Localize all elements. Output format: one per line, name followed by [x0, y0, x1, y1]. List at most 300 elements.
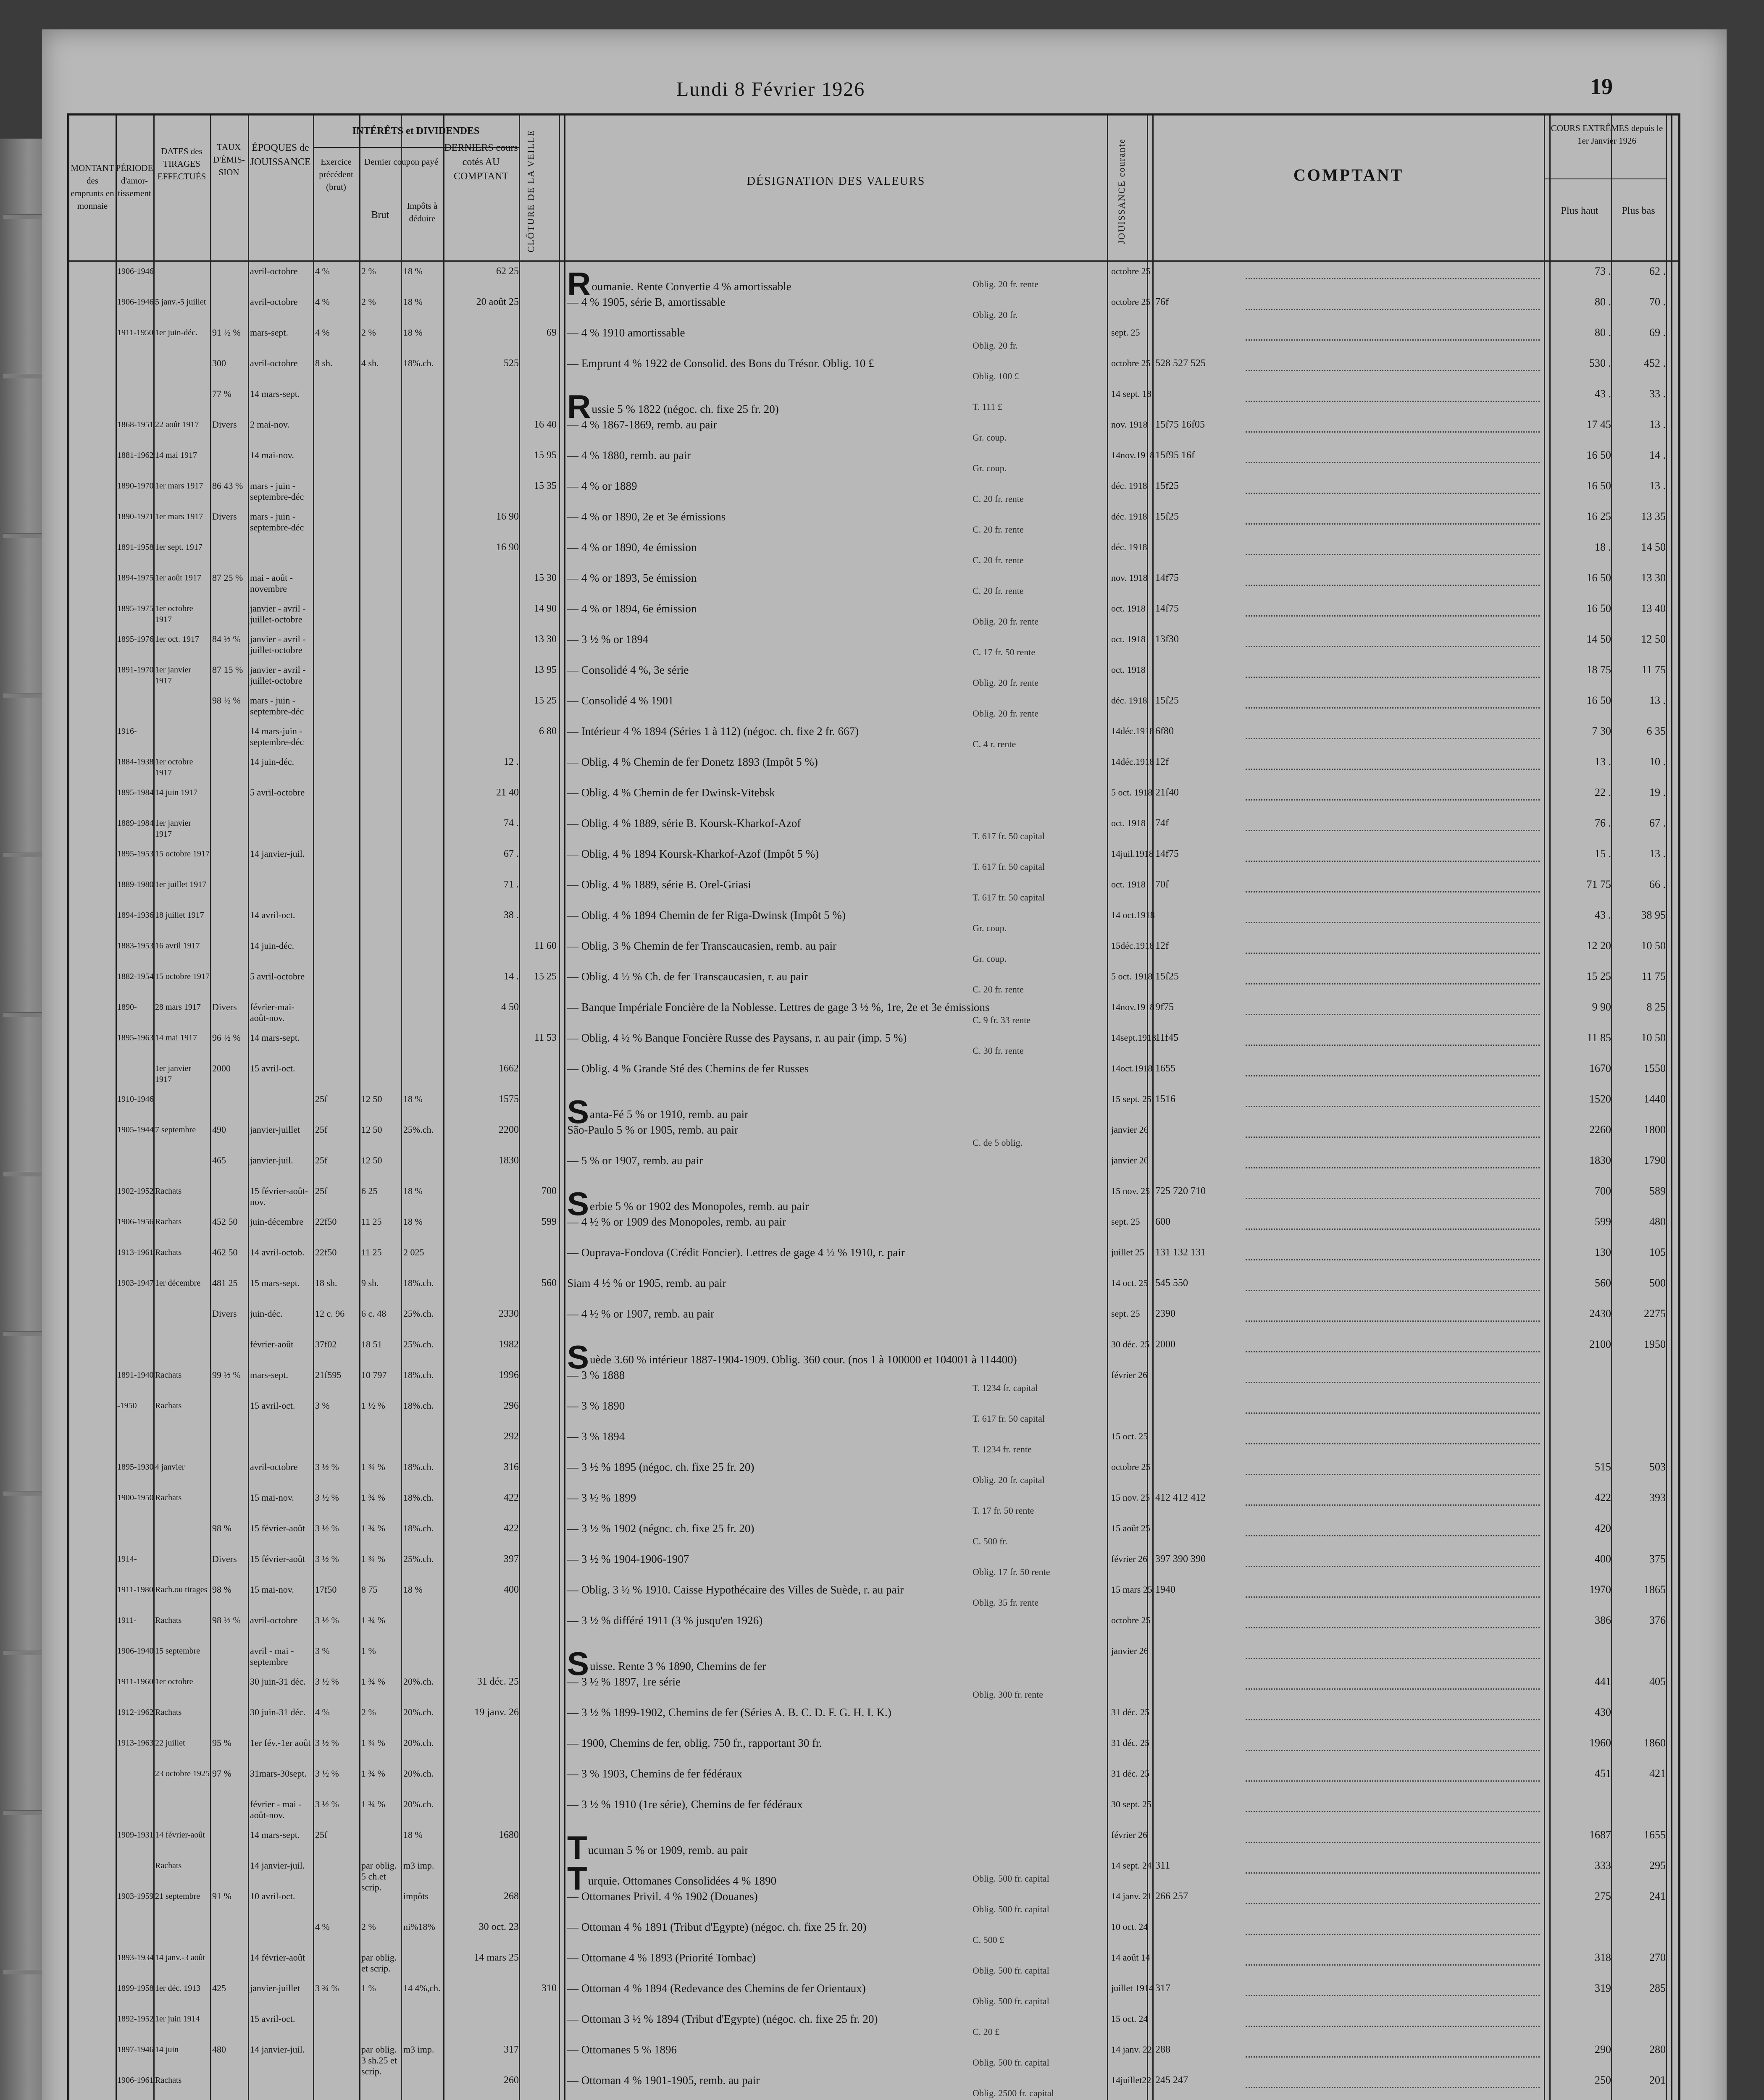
cell-periode: 1889-1980: [117, 880, 154, 889]
cell-plus-haut: 16 50: [1586, 572, 1611, 584]
cell-exercice: 3 ½ %: [315, 1615, 339, 1625]
security-row: [69, 784, 1678, 814]
cell-jouissance: 5 oct. 1918: [1111, 971, 1153, 982]
security-designation: [567, 1001, 1105, 1014]
cell-plus-bas: 33 .: [1649, 388, 1666, 400]
cell-tirages: 14 février-août: [155, 1830, 205, 1840]
cell-cloture: 13 30: [534, 634, 557, 645]
designation-text: — 4 % or 1894, 6e émission: [567, 602, 697, 615]
security-designation: [567, 602, 1105, 615]
security-row: [69, 845, 1678, 876]
comptant-leader: [1246, 922, 1540, 924]
security-row: [69, 1152, 1678, 1182]
designation-text: — 4 % 1905, série B, amortissable: [567, 296, 726, 308]
col-exercice: Exercice précédent (brut): [319, 157, 353, 192]
designation-text: — 3 ½ % 1895 (négoc. ch. fixe 25 fr. 20): [567, 1461, 754, 1473]
security-title-type: Oblig. 35 fr. rente: [973, 1597, 1039, 1608]
cell-tirages: 1er décembre: [155, 1278, 201, 1288]
cell-taux: 490: [212, 1124, 226, 1135]
cell-brut: 12 50: [361, 1094, 382, 1104]
cell-plus-bas: 10 50: [1641, 1032, 1666, 1044]
cell-comptant: 15f25: [1155, 511, 1179, 522]
security-designation: [567, 1399, 1105, 1412]
cell-periode: 1906-1946: [117, 297, 154, 307]
cell-epoque: 15 février-août: [250, 1523, 305, 1533]
cell-epoque: 10 avril-oct.: [250, 1891, 295, 1901]
cell-jouissance: 31 déc. 25: [1111, 1738, 1150, 1748]
cell-epoque: mai - août - novembre: [250, 572, 293, 594]
designation-text: — 1900, Chemins de fer, oblig. 750 fr., rapportant 30 fr.: [567, 1737, 822, 1749]
designation-text: — 3 % 1894: [567, 1430, 625, 1443]
security-designation: [567, 1307, 1105, 1320]
cell-periode: 1894-1936: [117, 911, 154, 920]
comptant-leader: [1246, 1198, 1540, 1200]
security-title-type: T. 17 fr. 50 rente: [973, 1505, 1034, 1516]
security-designation: [567, 817, 1105, 830]
security-designation: [567, 510, 1105, 523]
cell-periode: 1890-1971: [117, 512, 154, 521]
cell-impots: 18%.ch.: [403, 1278, 434, 1288]
cell-cloture: 560: [542, 1278, 557, 1289]
security-designation: [567, 1767, 1105, 1780]
cell-tirages: 1er déc. 1913: [155, 1984, 201, 1993]
security-row: [69, 1612, 1678, 1642]
security-row: [69, 1550, 1678, 1581]
security-designation: [567, 357, 1105, 370]
security-title-type: Gr. coup.: [973, 463, 1007, 473]
cell-epoque: 15 février-août-nov.: [250, 1186, 308, 1207]
security-title-type: Oblig. 20 fr. rente: [973, 279, 1039, 289]
cell-periode: 1906-1946: [117, 267, 154, 276]
cell-comptant: 15f25: [1155, 971, 1179, 982]
cell-comptant: 131 132 131: [1155, 1247, 1206, 1258]
cell-derniers: 422: [504, 1523, 519, 1534]
cell-periode: 1906-1961: [117, 2076, 154, 2085]
col-jouissance: JOUISSANCE courante: [1116, 138, 1127, 244]
cell-periode: 1890-: [117, 1003, 137, 1012]
cell-impots: 20%.ch.: [403, 1707, 434, 1717]
designation-text: São-Paulo 5 % or 1905, remb. au pair: [567, 1124, 739, 1136]
comptant-leader: [1246, 1566, 1540, 1568]
security-title-type: Oblig. 100 £: [973, 371, 1019, 381]
cell-plus-haut: 71 75: [1586, 878, 1611, 890]
cell-jouissance: déc. 1918: [1111, 695, 1147, 706]
drop-initial: R: [567, 388, 591, 425]
comptant-leader: [1246, 1964, 1540, 1966]
cell-jouissance: 30 sept. 25: [1111, 1799, 1151, 1809]
cell-plus-haut: 11 85: [1587, 1032, 1611, 1044]
cell-tirages: 14 mai 1917: [155, 451, 197, 460]
security-row: [69, 1274, 1678, 1305]
col-derniers-cours: DERNIERS cours cotés AU COMPTANT: [444, 142, 518, 182]
security-title-type: Oblig. 20 fr. capital: [973, 1475, 1045, 1485]
cell-taux: 2000: [212, 1063, 231, 1074]
cell-tirages: 15 octobre 1917: [155, 849, 210, 858]
cell-comptant: 266 257: [1155, 1891, 1188, 1902]
cell-cloture: 310: [542, 1983, 557, 1994]
security-designation: [567, 694, 1105, 707]
cell-epoque: 31mars-30sept.: [250, 1768, 307, 1779]
cell-jouissance: octobre 25: [1111, 358, 1151, 368]
comptant-leader: [1246, 339, 1540, 341]
cell-jouissance: 14 août 14: [1111, 1952, 1150, 1963]
cell-plus-haut: 16 50: [1586, 480, 1611, 492]
cell-tirages: Rachats: [155, 1370, 182, 1380]
cell-epoque: février - mai - août-nov.: [250, 1799, 302, 1820]
cell-derniers: 4 50: [501, 1002, 519, 1013]
security-designation: [567, 2043, 1105, 2056]
cell-plus-bas: 405: [1649, 1675, 1666, 1688]
cell-impots: 25%.ch.: [403, 1339, 434, 1349]
designation-text: — 4 % 1867-1869, remb. au pair: [567, 418, 717, 431]
cell-brut: 1 %: [361, 1983, 376, 1993]
cell-brut: 12 50: [361, 1124, 382, 1135]
cell-tirages: Rachats: [155, 1616, 182, 1625]
cell-impots: 18 %: [403, 1216, 423, 1227]
cell-tirages: 1er octobre: [155, 1677, 193, 1686]
cell-derniers: 19 janv. 26: [474, 1707, 519, 1718]
security-designation: [567, 1553, 1105, 1566]
security-designation: [567, 878, 1105, 891]
comptant-leader: [1246, 1596, 1540, 1599]
cell-impots: 2 025: [403, 1247, 424, 1257]
cell-jouissance: déc. 1918: [1111, 542, 1147, 552]
cell-jouissance: sept. 25: [1111, 1216, 1140, 1227]
designation-text: — Intérieur 4 % 1894 (Séries 1 à 112) (négoc. ch. fixe 2 fr. 667): [567, 725, 859, 738]
cell-epoque: mars-sept.: [250, 1370, 289, 1380]
cell-exercice: 3 ½ %: [315, 1676, 339, 1687]
cell-tirages: Rachats: [155, 1186, 182, 1196]
designation-text: — Ottoman 4 % 1901-1905, remb. au pair: [567, 2074, 760, 2087]
cell-cloture: 15 35: [534, 480, 557, 491]
drop-initial: S: [567, 1339, 589, 1376]
security-title-type: Oblig. 500 fr. capital: [973, 1996, 1049, 2006]
cell-periode: 1881-1962: [117, 451, 154, 460]
cell-impots: 20%.ch.: [403, 1738, 434, 1748]
cell-comptant: 545 550: [1155, 1278, 1188, 1289]
cell-periode: 1903-1947: [117, 1278, 154, 1288]
cell-epoque: 5 avril-octobre: [250, 787, 305, 798]
cell-derniers: 38 .: [504, 910, 519, 921]
cell-periode: 1905-1944: [117, 1125, 154, 1134]
cell-plus-bas: 1860: [1644, 1737, 1666, 1749]
comptant-leader: [1246, 462, 1540, 464]
cell-impots: 25%.ch.: [403, 1554, 434, 1564]
cell-exercice: 4 %: [315, 297, 330, 307]
security-designation: [567, 1277, 1105, 1290]
cell-plus-bas: 14 .: [1649, 449, 1666, 461]
cell-jouissance: 14 oct. 25: [1111, 1278, 1148, 1288]
designation-text: — Ottomane 4 % 1893 (Priorité Tombac): [567, 1951, 756, 1964]
designation-text: — 3 ½ % or 1894: [567, 633, 649, 646]
security-title-type: C. 9 fr. 33 rente: [973, 1015, 1031, 1025]
cell-derniers: 397: [504, 1554, 519, 1564]
designation-text: — Ouprava-Fondova (Crédit Foncier). Lettres de gage 4 ½ % 1910, r. pair: [567, 1246, 905, 1259]
comptant-leader: [1246, 677, 1540, 679]
cell-plus-haut: 15 25: [1586, 970, 1611, 982]
cell-cloture: 13 95: [534, 664, 557, 675]
designation-text: — Oblig. 3 % Chemin de fer Transcaucasien, remb. au pair: [567, 940, 837, 952]
cell-comptant: 15f25: [1155, 480, 1179, 491]
cell-derniers: 74 .: [504, 818, 519, 829]
designation-text: — Ottoman 3 ½ % 1894 (Tribut d'Egypte) (négoc. ch. fixe 25 fr. 20): [567, 2013, 878, 2025]
cell-periode: 1868-1951: [117, 420, 154, 429]
cell-plus-bas: 13 .: [1649, 418, 1666, 430]
cell-exercice: 25f: [315, 1186, 328, 1196]
cell-taux: 465: [212, 1155, 226, 1166]
drop-initial: S: [567, 1093, 589, 1130]
security-row: [69, 1673, 1678, 1704]
cell-cloture: 16 40: [534, 419, 557, 430]
cell-jouissance: février 26: [1111, 1830, 1148, 1840]
comptant-leader: [1246, 1045, 1540, 1047]
cell-plus-haut: 17 45: [1586, 418, 1611, 430]
cell-plus-bas: 500: [1649, 1277, 1666, 1289]
comptant-leader: [1246, 1167, 1540, 1169]
cell-exercice: 3 ½ %: [315, 1738, 339, 1748]
cell-tirages: 21 septembre: [155, 1892, 200, 1901]
comptant-leader: [1246, 769, 1540, 771]
cell-taux: 96 ½ %: [212, 1032, 241, 1043]
cell-tirages: 22 juillet: [155, 1738, 185, 1748]
security-title-type: C. 20 fr. rente: [973, 524, 1024, 535]
cell-jouissance: 14 janv. 22: [1111, 2044, 1152, 2055]
cell-periode: 1895-1963: [117, 1033, 154, 1042]
cell-brut: 1 ¾ %: [361, 1768, 385, 1779]
cell-derniers: 14 .: [504, 971, 519, 982]
cell-cloture: 15 25: [534, 971, 557, 982]
cell-tirages: Rachats: [155, 1861, 182, 1870]
cell-plus-haut: 422: [1595, 1491, 1611, 1504]
cell-brut: 4 sh.: [361, 358, 379, 368]
cell-tirages: 15 octobre 1917: [155, 972, 210, 981]
cell-plus-haut: 16 50: [1586, 602, 1611, 614]
cell-brut: 1 ¾ %: [361, 1738, 385, 1748]
cell-brut: 11 25: [361, 1216, 382, 1227]
cell-brut: 1 ¾ %: [361, 1799, 385, 1809]
cell-epoque: janvier - avril - juillet-octobre: [250, 603, 306, 625]
col-periode: PÉRIODE d'amor- tissement: [116, 163, 153, 198]
designation-text: — 3 ½ % 1902 (négoc. ch. fixe 25 fr. 20): [567, 1522, 754, 1535]
cell-periode: 1909-1931: [117, 1830, 154, 1840]
cell-plus-bas: 38 95: [1641, 909, 1666, 921]
cell-tirages: Rachats: [155, 1248, 182, 1257]
security-designation: [567, 1430, 1105, 1443]
security-row: [69, 2010, 1678, 2041]
cell-periode: 1899-1958: [117, 1984, 154, 1993]
cell-comptant: 311: [1155, 1860, 1170, 1871]
cell-derniers: 1680: [499, 1830, 519, 1840]
cell-exercice: 3 %: [315, 1646, 330, 1656]
cell-tirages: 1er juin 1914: [155, 2014, 200, 2024]
cell-brut: 1 ¾ %: [361, 1615, 385, 1625]
cell-taux: Divers: [212, 1554, 237, 1564]
cell-plus-bas: 12 50: [1641, 633, 1666, 645]
cell-brut: 1 ½ %: [361, 1400, 385, 1411]
security-title-type: T. 617 fr. 50 capital: [973, 1413, 1045, 1424]
cell-plus-haut: 22 .: [1595, 786, 1611, 798]
cell-epoque: 14 avril-octob.: [250, 1247, 305, 1257]
cell-impots: 18 %: [403, 1094, 423, 1104]
cell-derniers: 317: [504, 2044, 519, 2055]
cell-jouissance: 15 sept. 25: [1111, 1094, 1151, 1104]
cell-plus-bas: 1800: [1644, 1124, 1666, 1136]
security-title-type: Oblig. 20 fr. rente: [973, 677, 1039, 688]
cell-cloture: 15 95: [534, 450, 557, 461]
cell-jouissance: oct. 1918: [1111, 664, 1146, 675]
cell-plus-haut: 318: [1595, 1951, 1611, 1964]
cell-comptant: 245 247: [1155, 2075, 1188, 2086]
comptant-leader: [1246, 1535, 1540, 1537]
security-designation: [567, 449, 1105, 462]
cell-jouissance: 15 oct. 25: [1111, 1431, 1148, 1441]
security-designation: [567, 1522, 1105, 1535]
stock-table: [67, 113, 1680, 2100]
cell-plus-haut: 13 .: [1595, 756, 1611, 768]
cell-jouissance: juillet 25: [1111, 1247, 1144, 1257]
cell-periode: 1900-1950: [117, 1493, 154, 1502]
cell-epoque: janvier-juil.: [250, 1155, 293, 1166]
cell-impots: 18 %: [403, 266, 423, 276]
cell-exercice: 37f02: [315, 1339, 337, 1349]
cell-plus-haut: 9 90: [1592, 1001, 1611, 1013]
cell-taux: 97 %: [212, 1768, 231, 1779]
cell-cloture: 700: [542, 1186, 557, 1197]
comptant-leader: [1246, 1351, 1540, 1353]
cell-tirages: 16 avril 1917: [155, 941, 200, 950]
cell-tirages: 1er août 1917: [155, 573, 201, 583]
cell-jouissance: déc. 1918: [1111, 480, 1147, 491]
cell-exercice: 25f: [315, 1155, 328, 1166]
comptant-leader: [1246, 431, 1540, 433]
security-designation: [567, 1461, 1105, 1474]
cell-brut: 8 75: [361, 1584, 378, 1595]
cell-tirages: 7 septembre: [155, 1125, 196, 1134]
cell-taux: 77 %: [212, 388, 231, 399]
cell-taux: 481 25: [212, 1278, 238, 1288]
cell-taux: Divers: [212, 1002, 237, 1012]
cell-jouissance: 14 janv. 21: [1111, 1891, 1152, 1901]
security-row: [69, 1887, 1678, 1918]
cell-periode: 1912-1962: [117, 1708, 154, 1717]
designation-text: — Oblig. 4 % 1889, série B. Koursk-Kharkof-Azof: [567, 817, 801, 830]
security-title-type: Oblig. 500 fr. capital: [973, 1965, 1049, 1976]
cell-plus-haut: 130: [1595, 1246, 1611, 1258]
security-row: [69, 569, 1678, 600]
cell-epoque: février-août: [250, 1339, 294, 1349]
security-row: [69, 1796, 1678, 1826]
comptant-leader: [1246, 1412, 1540, 1415]
security-title-type: T. 1234 fr. capital: [973, 1383, 1038, 1393]
cell-jouissance: février 26: [1111, 1554, 1148, 1564]
security-designation: [567, 326, 1105, 339]
security-row: [69, 1121, 1678, 1152]
comptant-leader: [1246, 1719, 1540, 1721]
cell-tirages: 1er sept. 1917: [155, 543, 202, 552]
cell-taux: 86 43 %: [212, 480, 243, 491]
cell-jouissance: 14nov.1918: [1111, 1002, 1155, 1012]
comptant-leader: [1246, 1382, 1540, 1384]
cell-comptant: 15f25: [1155, 695, 1179, 706]
cell-plus-bas: 14 50: [1641, 541, 1666, 553]
security-row: [69, 998, 1678, 1029]
cell-epoque: juin-décembre: [250, 1216, 304, 1227]
cell-comptant: 528 527 525: [1155, 358, 1206, 369]
cell-derniers: 400: [504, 1584, 519, 1595]
security-title-type: C. 20 £: [973, 2026, 1000, 2037]
cell-plus-bas: 13 .: [1649, 480, 1666, 492]
security-title-type: Oblig. 500 fr. capital: [973, 2057, 1049, 2068]
cell-exercice: 3 ½ %: [315, 1462, 339, 1472]
cell-plus-haut: 599: [1595, 1215, 1611, 1228]
page-date: Lundi 8 Février 1926: [676, 78, 865, 100]
cell-tirages: 5 janv.-5 juillet: [155, 297, 206, 307]
cell-impots: 20%.ch.: [403, 1768, 434, 1779]
cell-epoque: 30 juin-31 déc.: [250, 1707, 306, 1717]
cell-impots: 18 %: [403, 1584, 423, 1595]
security-title-type: T. 1234 fr. rente: [973, 1444, 1032, 1454]
cell-cloture: 15 30: [534, 572, 557, 583]
cell-jouissance: 14oct.1918: [1111, 1063, 1153, 1074]
cell-plus-haut: 1970: [1589, 1583, 1611, 1596]
security-title-type: Oblig. 20 fr.: [973, 340, 1018, 351]
cell-periode: 1895-1930: [117, 1462, 154, 1472]
drop-initial: S: [567, 1185, 589, 1222]
cell-plus-haut: 250: [1595, 2074, 1611, 2086]
cell-epoque: 14 mai-nov.: [250, 450, 294, 460]
cell-jouissance: janvier 26: [1111, 1155, 1149, 1166]
security-designation: [567, 1614, 1105, 1627]
cell-periode: 1911-: [117, 1616, 137, 1625]
security-title-type: Oblig. 500 fr. capital: [973, 1873, 1049, 1884]
cell-plus-haut: 7 30: [1592, 725, 1611, 737]
cell-epoque: juin-déc.: [250, 1308, 283, 1319]
cell-periode: 1895-1976: [117, 635, 154, 644]
cell-periode: 1895-1984: [117, 788, 154, 797]
designation-text: — Oblig. 4 % 1894 Koursk-Kharkof-Azof (Impôt 5 %): [567, 848, 819, 860]
cell-cloture: 69: [547, 327, 557, 338]
cell-tirages: 4 janvier: [155, 1462, 185, 1472]
cell-periode: 1891-1958: [117, 543, 154, 552]
cell-periode: 1911-1980: [117, 1585, 153, 1594]
designation-text: — 3 ½ % 1897, 1re série: [567, 1675, 681, 1688]
cell-jouissance: 14déc.1918: [1111, 726, 1154, 736]
cell-periode: 1911-1960: [117, 1677, 153, 1686]
security-title-type: T. 617 fr. 50 capital: [973, 861, 1045, 872]
comptant-leader: [1246, 523, 1540, 525]
security-row: [69, 508, 1678, 538]
cell-tirages: 14 janv.-3 août: [155, 1953, 205, 1962]
cell-tirages: Rachats: [155, 1217, 182, 1226]
cell-jouissance: 31 déc. 25: [1111, 1768, 1150, 1779]
security-row: [69, 1979, 1678, 2010]
cell-comptant: 12f: [1155, 940, 1169, 951]
cell-jouissance: 15 nov. 25: [1111, 1186, 1150, 1196]
cell-plus-bas: 421: [1649, 1767, 1666, 1780]
cell-impots: 18%.ch.: [403, 1523, 434, 1533]
cell-exercice: 17f50: [315, 1584, 337, 1595]
cell-plus-bas: 503: [1649, 1461, 1666, 1473]
comptant-leader: [1246, 1290, 1540, 1292]
cell-tirages: 1er juin-déc.: [155, 328, 198, 337]
cell-tirages: 1er juillet 1917: [155, 880, 207, 889]
cell-comptant: 12f: [1155, 756, 1169, 767]
cell-tirages: 14 juin: [155, 2045, 179, 2054]
cell-epoque: avril-octobre: [250, 1462, 298, 1472]
designation-text: — Ottomanes Privil. 4 % 1902 (Douanes): [567, 1890, 758, 1903]
cell-exercice: 8 sh.: [315, 358, 333, 368]
designation-text: — Oblig. 4 ½ % Ch. de fer Transcaucasien, r. au pair: [567, 970, 808, 983]
